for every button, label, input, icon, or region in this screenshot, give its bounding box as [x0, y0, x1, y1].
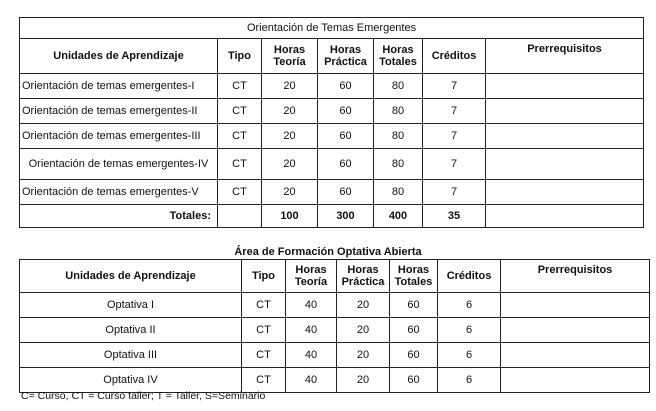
cell-tipo: CT — [218, 149, 262, 180]
cell-prerrequisitos — [486, 149, 644, 180]
cell-tipo: CT — [242, 318, 286, 343]
temas-emergentes-table — [19, 17, 644, 228]
table-row — [20, 368, 650, 393]
cell-unidad: Optativa III — [20, 343, 242, 368]
header-horas-practica: Horas Práctica — [337, 260, 390, 293]
cell-unidad: Optativa IV — [20, 368, 242, 393]
header-unidades: Unidades de Aprendizaje — [20, 260, 242, 293]
cell-tipo — [218, 205, 262, 228]
cell-prerrequisitos — [501, 293, 650, 318]
header-creditos: Créditos — [423, 39, 486, 74]
cell-tipo: CT — [218, 124, 262, 149]
totals-row — [20, 205, 644, 228]
cell-teoria: 40 — [286, 293, 337, 318]
header-unidades: Unidades de Aprendizaje — [20, 39, 218, 74]
totals-label: Totales: — [20, 205, 218, 228]
table-title: Orientación de Temas Emergentes — [20, 18, 644, 39]
cell-practica: 60 — [318, 124, 374, 149]
total-totales: 400 — [374, 205, 423, 228]
cell-creditos: 6 — [438, 343, 501, 368]
header-prerrequisitos: Prerrequisitos — [486, 39, 644, 74]
cell-totales: 80 — [374, 124, 423, 149]
cell-prerrequisitos — [486, 124, 644, 149]
cell-practica: 20 — [337, 343, 390, 368]
cell-prerrequisitos — [486, 205, 644, 228]
cell-prerrequisitos — [501, 343, 650, 368]
cell-creditos: 7 — [423, 99, 486, 124]
cell-prerrequisitos — [501, 318, 650, 343]
header-horas-totales: Horas Totales — [390, 260, 438, 293]
header-tipo: Tipo — [242, 260, 286, 293]
table-row — [20, 293, 650, 318]
cell-practica: 20 — [337, 368, 390, 393]
cell-totales: 60 — [390, 343, 438, 368]
cell-creditos: 7 — [423, 180, 486, 205]
cell-practica: 60 — [318, 99, 374, 124]
header-horas-teoria: Horas Teoría — [286, 260, 337, 293]
cell-teoria: 20 — [262, 74, 318, 99]
cell-practica: 60 — [318, 180, 374, 205]
header-tipo: Tipo — [218, 39, 262, 74]
optativa-table-title: Área de Formación Optativa Abierta — [234, 246, 422, 258]
cell-teoria: 20 — [262, 99, 318, 124]
cell-tipo: CT — [218, 180, 262, 205]
header-horas-teoria: Horas Teoría — [262, 39, 318, 74]
cell-tipo: CT — [218, 99, 262, 124]
cell-teoria: 40 — [286, 318, 337, 343]
cell-practica: 60 — [318, 74, 374, 99]
cell-teoria: 20 — [262, 149, 318, 180]
cell-unidad: Orientación de temas emergentes-III — [20, 124, 218, 149]
cell-prerrequisitos — [486, 99, 644, 124]
cell-tipo: CT — [242, 293, 286, 318]
header-prerrequisitos: Prerrequisitos — [501, 260, 650, 293]
cell-practica: 20 — [337, 318, 390, 343]
cell-practica: 60 — [318, 149, 374, 180]
header-horas-practica: Horas Práctica — [318, 39, 374, 74]
table-row — [20, 343, 650, 368]
cell-totales: 80 — [374, 74, 423, 99]
total-creditos: 35 — [423, 205, 486, 228]
cell-tipo: CT — [218, 74, 262, 99]
header-horas-totales: Horas Totales — [374, 39, 423, 74]
cell-totales: 60 — [390, 318, 438, 343]
cell-teoria: 40 — [286, 368, 337, 393]
cell-prerrequisitos — [501, 368, 650, 393]
cell-tipo: CT — [242, 343, 286, 368]
header-creditos: Créditos — [438, 260, 501, 293]
cell-tipo: CT — [242, 368, 286, 393]
cell-totales: 60 — [390, 293, 438, 318]
cell-creditos: 7 — [423, 124, 486, 149]
table-row — [20, 318, 650, 343]
cell-practica: 20 — [337, 293, 390, 318]
cell-teoria: 20 — [262, 124, 318, 149]
cell-unidad: Optativa II — [20, 318, 242, 343]
total-teoria: 100 — [262, 205, 318, 228]
cell-creditos: 7 — [423, 74, 486, 99]
cell-teoria: 20 — [262, 180, 318, 205]
table-row — [20, 99, 644, 124]
table-row — [20, 149, 644, 180]
cell-totales: 60 — [390, 368, 438, 393]
table-row — [20, 180, 644, 205]
cell-prerrequisitos — [486, 180, 644, 205]
cell-unidad: Orientación de temas emergentes-V — [20, 180, 218, 205]
cell-unidad: Orientación de temas emergentes-I — [20, 74, 218, 99]
cell-teoria: 40 — [286, 343, 337, 368]
optativa-table — [19, 259, 650, 393]
cell-creditos: 6 — [438, 318, 501, 343]
cell-prerrequisitos — [486, 74, 644, 99]
cell-totales: 80 — [374, 180, 423, 205]
legend-note: C= Curso, CT = Curso taller; T = Taller, S=Seminario — [21, 390, 266, 402]
cell-unidad: Orientación de temas emergentes-IV — [20, 149, 218, 180]
cell-unidad: Optativa I — [20, 293, 242, 318]
table-row — [20, 74, 644, 99]
table-row — [20, 124, 644, 149]
cell-creditos: 6 — [438, 293, 501, 318]
cell-creditos: 6 — [438, 368, 501, 393]
cell-totales: 80 — [374, 99, 423, 124]
cell-unidad: Orientación de temas emergentes-II — [20, 99, 218, 124]
total-practica: 300 — [318, 205, 374, 228]
cell-totales: 80 — [374, 149, 423, 180]
cell-creditos: 7 — [423, 149, 486, 180]
